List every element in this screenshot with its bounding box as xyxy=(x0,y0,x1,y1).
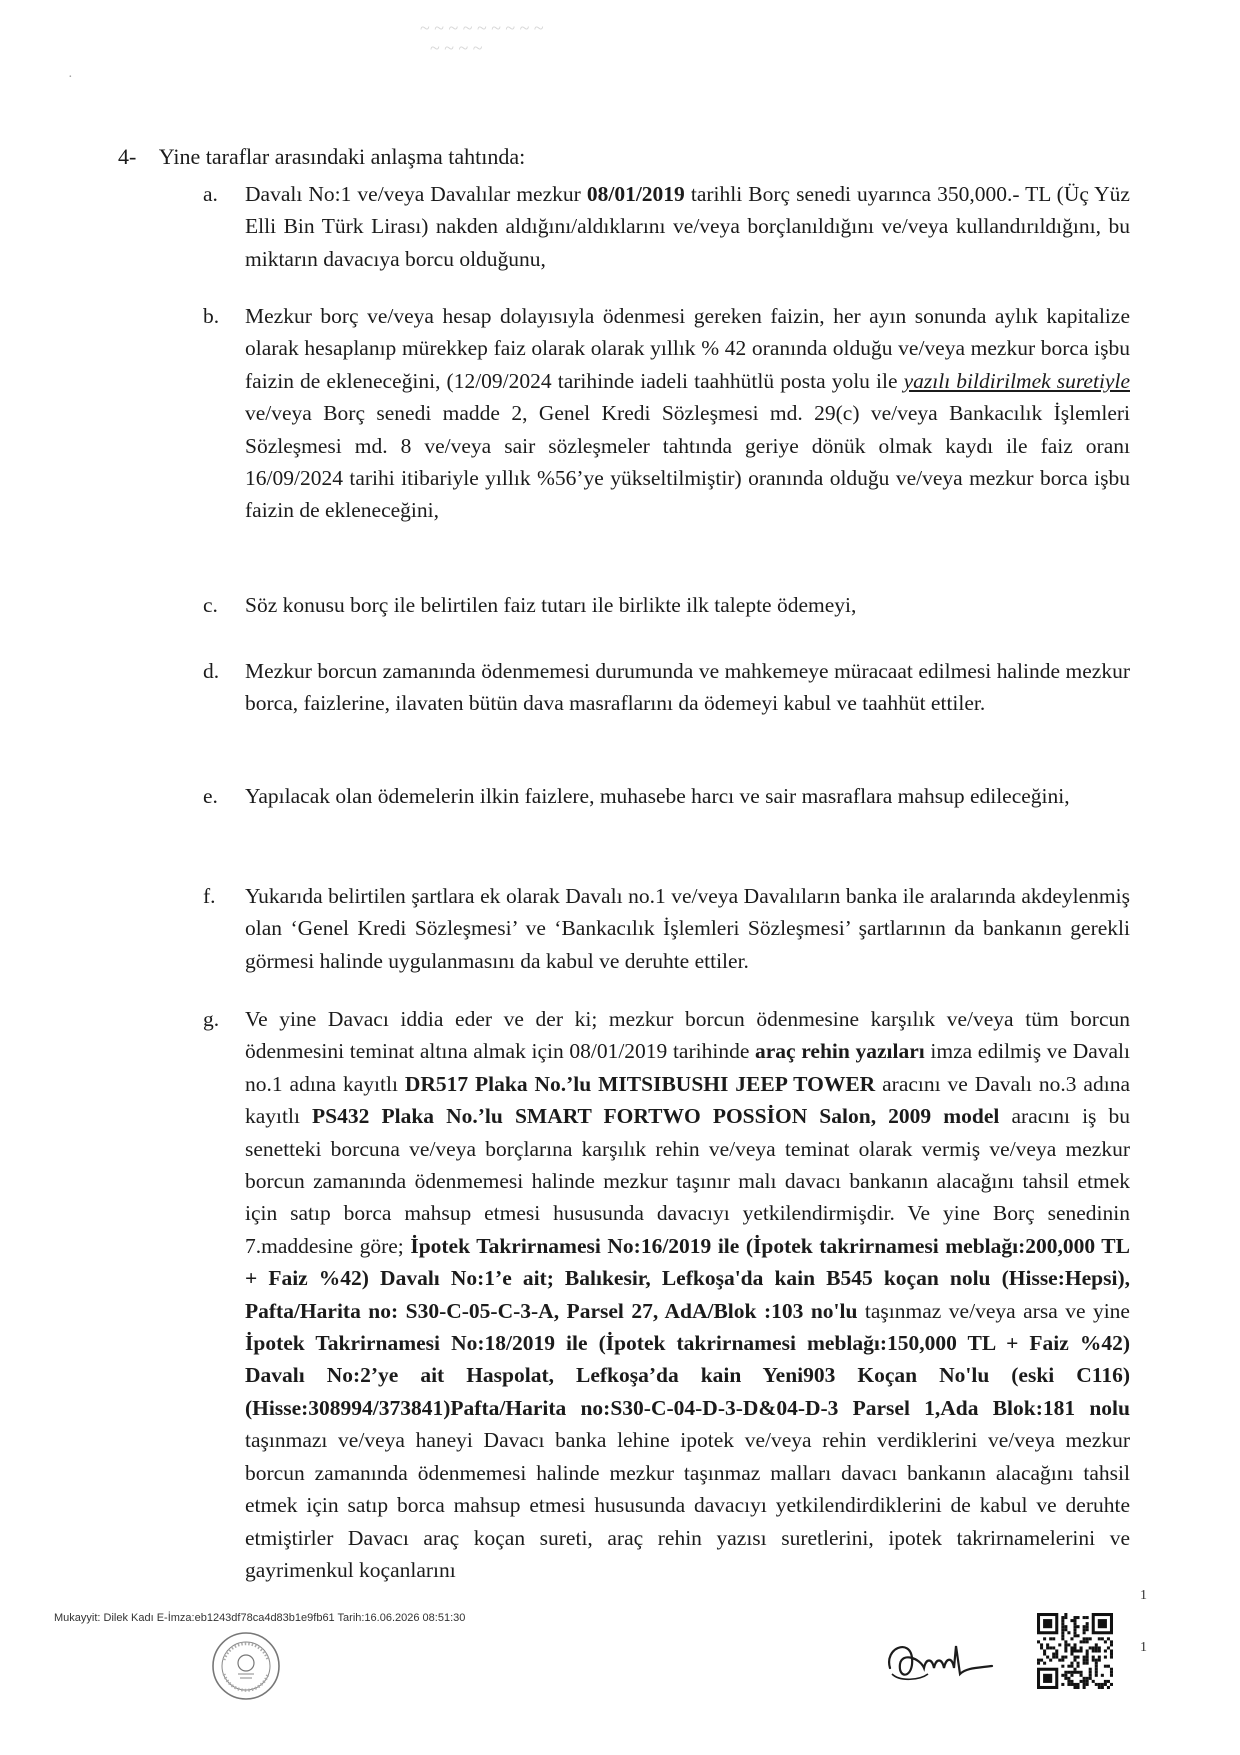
page-mark: 1 xyxy=(1140,1588,1147,1603)
text-run: tarihli Borç senedi uyarınca 350,000.- TL (Üç Yüz Elli Bin Türk Lirası) nakden aldığını/aldıklarını ve/veya borçlanıldığını ve/veya kullandırıldığını, bu miktarın davacıya borcu olduğunu, xyxy=(245,182,1130,271)
clause-a xyxy=(203,178,1130,275)
clause-e xyxy=(203,780,1130,812)
section-number: 4- xyxy=(118,144,137,169)
section-intro: Yine taraflar arasındaki anlaşma tahtında: xyxy=(158,144,526,169)
underlined-text-run: yazılı bildirilmek suretiyle xyxy=(903,368,1130,393)
bold-text-run: İpotek Takrirnamesi No:16/2019 ile (İpotek takrirnamesi meblağı:200,000 TL + Faiz %42) Davalı No:1’e ait; Balıkesir, Lefkoşa'da kain B545 koçan nolu (Hisse:Hepsi), Pafta/Harita no: S30-C-05-C-3-A, Parsel 27, AdA/Blok :103 no'lu xyxy=(245,1233,1130,1323)
bold-text-run: PS432 Plaka No.’lu SMART FORTWO POSSİON Salon, 2009 model xyxy=(312,1104,1000,1129)
clause-letter: g. xyxy=(203,1007,220,1031)
text-run: taşınmaz ve/veya arsa ve yine xyxy=(857,1298,1130,1323)
text-run: Söz konusu borç ile belirtilen faiz tutarı ile birlikte ilk talepte ödemeyi, xyxy=(245,593,857,617)
clause-letter: f. xyxy=(203,884,216,908)
bleed-through-mark: ~ ~ ~ ~ ~ ~ ~ ~ ~ xyxy=(420,18,544,38)
text-run: taşınmazı ve/veya haneyi Davacı banka lehine ipotek ve/veya rehin verdiklerini ve/veya mezkur borcun zamanında ödenmemesi halinde mezkur taşınmaz malları davacı bankanın alacağını tahsil etmek için satıp borca mahsup etmesi hususunda davacıyı yetkilendirdiklerini de kabul ve deruhte etmiştirler Davacı araç koçan sureti, araç rehin yazısı suretlerini, ipotek takrirnamelerini ve gayrimenkul koçanlarını xyxy=(245,1428,1130,1582)
clause-d xyxy=(203,655,1130,720)
official-seal-icon xyxy=(210,1630,282,1702)
clause-letter: c. xyxy=(203,593,218,617)
text-run: Ve yine Davacı iddia eder ve der ki; mezkur borcun ödenmesine karşılık ve/veya tüm borcun ödenmesini teminat altına almak için 08/01/2019 tarihinde xyxy=(245,1007,1130,1064)
text-run: Davalı No:1 ve/veya Davalılar mezkur xyxy=(245,182,587,206)
e-signature-certification: Mukayyit: Dilek Kadı E-İmza:eb1243df78ca4d83b1e9fb61 Tarih:16.06.2026 08:51:30 xyxy=(54,1612,466,1624)
scan-dot: · xyxy=(68,70,73,85)
text-run: Yukarıda belirtilen şartlara ek olarak Davalı no.1 ve/veya Davalıların banka ile aralarında akdeylenmiş olan ‘Genel Kredi Sözleşmesi’ ve ‘Bankacılık İşlemleri Sözleşmesi’ şartlarının da bankanın gerekli görmesi halinde uygulanmasını da kabul ve deruhte ettiler. xyxy=(245,884,1130,973)
clause-letter: b. xyxy=(203,304,220,328)
text-run: aracını ve Davalı no.3 adına kayıtlı xyxy=(245,1071,1130,1129)
clause-f xyxy=(203,880,1130,977)
clause-g xyxy=(203,1003,1130,1586)
clause-c xyxy=(203,589,1130,621)
handwritten-signature-icon xyxy=(880,1628,1000,1698)
clause-letter: a. xyxy=(203,182,218,206)
bold-text-run: araç rehin yazıları xyxy=(755,1039,925,1064)
text-run: Mezkur borcun zamanında ödenmemesi durumunda ve mahkemeye müracaat edilmesi halinde mezkur borca, faizlerine, ilavaten bütün dava masraflarını da ödemeyi kabul ve taahhüt ettiler. xyxy=(245,659,1130,716)
text-run: Yapılacak olan ödemelerin ilkin faizlere, muhasebe harcı ve sair masraflara mahsup edileceğini, xyxy=(245,784,1070,808)
clause-text xyxy=(245,178,1130,275)
section-heading xyxy=(118,144,525,170)
clause-letter: d. xyxy=(203,659,220,683)
clause-text xyxy=(245,589,1130,621)
bold-text-run: 08/01/2019 xyxy=(586,182,685,206)
clause-letter: e. xyxy=(203,784,218,808)
clause-text xyxy=(245,300,1130,527)
text-run: imza edilmiş ve Davalı no.1 adına kayıtlı xyxy=(245,1039,1130,1096)
text-run: Mezkur borç ve/veya hesap dolayısıyla ödenmesi gereken faizin, her ayın sonunda aylık kapitalize olarak hesaplanıp mürekkep faiz olarak olarak yıllık % 42 oranında olduğu ve/veya mezkur borca işbu faizin de ekleneceğini, (12/09/2024 tarihinde iadeli taahhütlü posta yolu ile xyxy=(245,304,1130,393)
bold-text-run: DR517 Plaka No.’lu MITSIBUSHI JEEP TOWER xyxy=(404,1071,876,1096)
bold-text-run: İpotek Takrirnamesi No:18/2019 ile (İpotek takrirnamesi meblağı:150,000 TL + Faiz %42) Davalı No:2’ye ait Haspolat, Lefkoşa’da kain Yeni903 Koçan No'lu (eski C116) (Hisse:308994/373841)Pafta/Harita no:S30-C-04-D-3-D&04-D-3 Parsel 1,Ada Blok:181 nolu xyxy=(245,1331,1130,1420)
bleed-through-mark: ~ ~ ~ ~ xyxy=(430,38,483,58)
clause-text xyxy=(245,880,1130,977)
clause-text xyxy=(245,655,1130,720)
text-run: aracını iş bu senetteki borcuna ve/veya borçlarına karşılık rehin ve/veya teminat olarak vermiş ve/veya mezkur borcun zamanında ödenmemesi halinde mezkur taşınır malı davacı bankanın alacağını tahsil etmek için satıp borca mahsup etmesi hususunda davacıyı yetkilendirmişdir. Ve yine Borç senedinin 7.maddesine göre; xyxy=(245,1104,1131,1258)
clause-text xyxy=(245,1003,1130,1586)
qr-code-icon xyxy=(1037,1613,1113,1689)
clause-text xyxy=(245,780,1130,812)
clause-b xyxy=(203,300,1130,527)
text-run: ve/veya Borç senedi madde 2, Genel Kredi Sözleşmesi md. 29(c) ve/veya Bankacılık İşlemleri Sözleşmesi md. 8 ve/veya sair sözleşmeler tahtında geriye dönük olmak kaydı ile faiz oranı 16/09/2024 tarihi itibariyle yıllık %56’ye yükseltilmiştir) oranında olduğu ve/veya mezkur borca işbu faizin de ekleneceğini, xyxy=(245,401,1130,523)
page-mark: 1 xyxy=(1140,1640,1147,1655)
